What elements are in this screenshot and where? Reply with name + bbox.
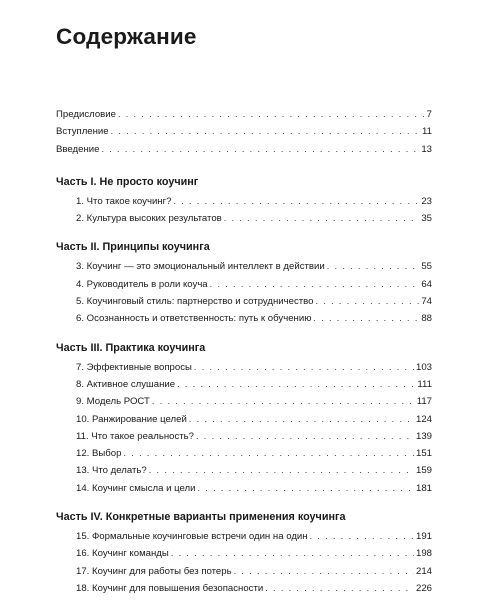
toc-chapter-entry[interactable] <box>56 393 432 410</box>
dot-leader <box>224 210 420 227</box>
page-title: Содержание <box>56 24 197 49</box>
toc-entry-label: 13. Что делать? <box>76 465 147 477</box>
toc-page-number: 7 <box>426 109 432 120</box>
toc-entry-label: 18. Коучинг для повышения безопасности <box>76 582 264 594</box>
part-heading[interactable]: Часть I. Не просто коучинг <box>56 175 199 188</box>
dot-leader <box>313 310 419 327</box>
toc-page-number: 35 <box>421 213 432 225</box>
toc-chapter-entry[interactable] <box>56 193 432 210</box>
dot-leader <box>171 545 414 562</box>
toc-page-number: 181 <box>415 482 432 494</box>
toc-chapter-entry[interactable] <box>56 359 432 376</box>
toc-chapter-entry[interactable] <box>56 276 432 293</box>
toc-page-number: 198 <box>415 548 432 560</box>
toc-chapter-entry[interactable] <box>56 258 432 275</box>
toc-entry-label: 10. Ранжирование целей <box>76 413 187 425</box>
part-heading[interactable]: Часть IV. Конкретные варианты применения коучинга <box>56 511 346 524</box>
toc-page-number: 139 <box>415 430 432 442</box>
toc-entry-label: 1. Что такое коучинг? <box>76 195 172 207</box>
toc-chapter-entry[interactable] <box>56 563 432 580</box>
toc-page-number: 151 <box>415 448 432 460</box>
toc-entry-label: 8. Активное слушание <box>76 378 176 390</box>
dot-leader <box>101 141 419 158</box>
toc-chapter-entry[interactable] <box>56 528 432 545</box>
toc-page-number: 23 <box>421 195 432 207</box>
dot-leader <box>149 462 414 479</box>
toc-chapter-entry[interactable] <box>56 445 432 462</box>
dot-leader <box>198 480 414 497</box>
toc-chapter-entry[interactable] <box>56 480 432 497</box>
toc-page-number: 55 <box>421 261 432 273</box>
toc-entry-label: 17. Коучинг для работы без потерь <box>76 565 232 577</box>
toc-page-number: 159 <box>415 465 432 477</box>
toc-chapter-entry[interactable] <box>56 376 432 393</box>
toc-entry-label: Введение <box>56 143 100 155</box>
toc-entry-label: Вступление <box>56 126 109 138</box>
dot-leader <box>327 258 420 275</box>
toc-page-number: 88 <box>421 313 432 325</box>
toc-page-number: 124 <box>415 413 432 425</box>
toc-entry-label: 16. Коучинг команды <box>76 548 169 560</box>
toc-entry-label: 9. Модель РОСТ <box>76 396 150 408</box>
toc-chapter-entry[interactable] <box>56 545 432 562</box>
toc-entry-label: 15. Формальные коучинговые встречи один на один <box>76 531 308 543</box>
part-heading[interactable]: Часть II. Принципы коучинга <box>56 241 210 254</box>
dot-leader <box>123 445 414 462</box>
dot-leader <box>234 563 414 580</box>
toc-page-number: 214 <box>415 565 432 577</box>
dot-leader <box>173 193 419 210</box>
toc-entry-label: 4. Руководитель в роли коуча <box>76 278 208 290</box>
toc-entry-label: Предисловие <box>56 109 116 120</box>
toc-page-number: 191 <box>415 531 432 543</box>
toc-page-number: 64 <box>421 278 432 290</box>
toc-page-number: 13 <box>421 143 432 155</box>
dot-leader <box>265 580 414 597</box>
toc-chapter-entry[interactable] <box>56 293 432 310</box>
toc-entry-label: 14. Коучинг смысла и цели <box>76 482 196 494</box>
toc-entry-preface[interactable] <box>56 106 432 123</box>
table-of-contents <box>56 106 432 597</box>
toc-entry-foreword[interactable] <box>56 123 432 140</box>
dot-leader <box>189 411 414 428</box>
toc-entry-label: 7. Эффективные вопросы <box>76 361 192 373</box>
toc-chapter-entry[interactable] <box>56 428 432 445</box>
toc-chapter-entry[interactable] <box>56 462 432 479</box>
toc-entry-label: 6. Осознанность и ответственность: путь к обучению <box>76 313 312 325</box>
part-heading[interactable]: Часть III. Практика коучинга <box>56 341 206 354</box>
dot-leader <box>210 276 420 293</box>
dot-leader <box>111 123 420 140</box>
dot-leader <box>152 393 415 410</box>
toc-page-number: 103 <box>415 361 432 373</box>
toc-page-number: 11 <box>422 126 432 138</box>
toc-page-number: 111 <box>417 378 432 390</box>
dot-leader <box>196 428 414 445</box>
dot-leader <box>194 359 414 376</box>
dot-leader <box>310 528 414 545</box>
toc-entry-label: 12. Выбор <box>76 448 122 460</box>
toc-entry-label: 2. Культура высоких результатов <box>76 213 222 225</box>
toc-chapter-entry[interactable] <box>56 210 432 227</box>
toc-entry-label: 11. Что такое реальность? <box>76 430 194 442</box>
toc-page-number: 226 <box>415 582 432 594</box>
dot-leader <box>316 293 420 310</box>
toc-entry-label: 5. Коучинговый стиль: партнерство и сотрудничество <box>76 296 314 308</box>
toc-page-number: 117 <box>416 396 432 408</box>
toc-entry-introduction[interactable] <box>56 141 432 158</box>
toc-entry-label: 3. Коучинг — это эмоциональный интеллект в действии <box>76 261 325 273</box>
dot-leader <box>177 376 415 393</box>
toc-chapter-entry[interactable] <box>56 310 432 327</box>
toc-page-number: 74 <box>421 296 432 308</box>
dot-leader <box>118 106 425 123</box>
toc-chapter-entry[interactable] <box>56 411 432 428</box>
toc-chapter-entry[interactable] <box>56 580 432 597</box>
